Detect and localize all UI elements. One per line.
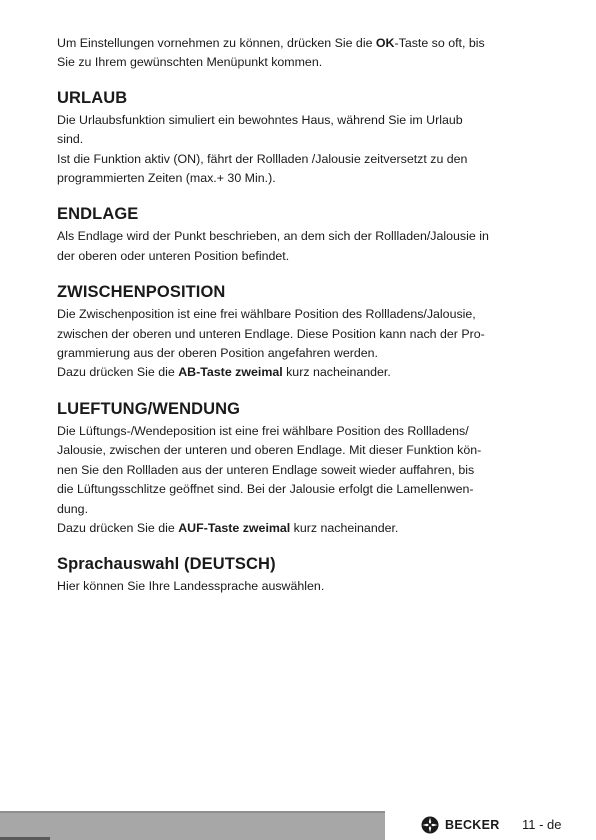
intro-line2: Sie zu Ihrem gewünschten Menüpunkt kommen. [57, 55, 323, 70]
lueftung-line2: Jalousie, zwischen der unteren und oberen Endlage. Mit dieser Funktion kön- [57, 443, 482, 458]
zwischenposition-paragraph [57, 305, 557, 383]
lueftung-paragraph [57, 422, 557, 538]
zwischenposition-line1: Die Zwischenposition ist eine frei wählbare Position des Rollladens/Jalousie, [57, 307, 476, 322]
zwischenposition-line4-pre: Dazu drücken Sie die [57, 365, 179, 380]
sprache-line1: Hier können Sie Ihre Landessprache auswählen. [57, 579, 325, 594]
ab-taste-instruction: AB-Taste zweimal [178, 365, 283, 380]
zwischenposition-line4-post: kurz nacheinander. [282, 365, 391, 380]
lueftung-line5: dung. [57, 501, 89, 516]
footer-bar-edge [0, 811, 385, 813]
endlage-paragraph [57, 227, 557, 266]
lueftung-line4: die Lüftungsschlitze geöffnet sind. Bei der Jalousie erfolgt die Lamellenwen- [57, 482, 474, 497]
zwischenposition-line2: zwischen der oberen und unteren Endlage. Diese Position kann nach der Pro- [57, 326, 485, 341]
endlage-line2: der oberen oder unteren Position befindet. [57, 248, 290, 263]
intro-line1-pre: Um Einstellungen vornehmen zu können, drücken Sie die [57, 36, 376, 50]
urlaub-line3: Ist die Funktion aktiv (ON), fährt der Rollladen /Jalousie zeitversetzt zu den [57, 151, 468, 166]
becker-logo-icon [421, 816, 439, 834]
zwischenposition-line3: grammierung aus der oberen Position angefahren werden. [57, 346, 378, 361]
urlaub-line1: Die Urlaubsfunktion simuliert ein bewohntes Haus, während Sie im Urlaub [57, 112, 463, 127]
intro-ok-key: OK [375, 36, 395, 50]
footer-bar [0, 811, 385, 840]
endlage-heading: ENDLAGE [57, 205, 139, 224]
brand-name: BECKER [445, 818, 500, 832]
urlaub-heading: URLAUB [57, 88, 128, 107]
lueftung-line6-pre: Dazu drücken Sie die [57, 520, 179, 535]
auf-taste-instruction: AUF-Taste zweimal [178, 520, 291, 535]
urlaub-line2: sind. [57, 132, 84, 147]
sprache-heading: Sprachauswahl (DEUTSCH) [57, 555, 276, 574]
becker-logo [421, 816, 500, 834]
page-number: 11 - de [522, 817, 562, 832]
page-content [57, 34, 557, 597]
intro-line1-post: -Taste so oft, bis [394, 36, 485, 50]
lueftung-line3: nen Sie den Rollladen aus der unteren Endlage soweit wieder auffahren, bis [57, 462, 475, 477]
lueftung-line1: Die Lüftungs-/Wendeposition ist eine frei wählbare Position des Rollladens/ [57, 423, 469, 438]
intro-paragraph [57, 34, 557, 73]
lueftung-heading: LUEFTUNG/WENDUNG [57, 399, 241, 418]
lueftung-line6-post: kurz nacheinander. [290, 520, 399, 535]
urlaub-paragraph [57, 111, 557, 189]
endlage-line1: Als Endlage wird der Punkt beschrieben, an dem sich der Rollladen/Jalousie in [57, 229, 489, 244]
sprache-paragraph [57, 577, 557, 596]
urlaub-line4: programmierten Zeiten (max.+ 30 Min.). [57, 171, 276, 186]
zwischenposition-heading: ZWISCHENPOSITION [57, 283, 226, 302]
